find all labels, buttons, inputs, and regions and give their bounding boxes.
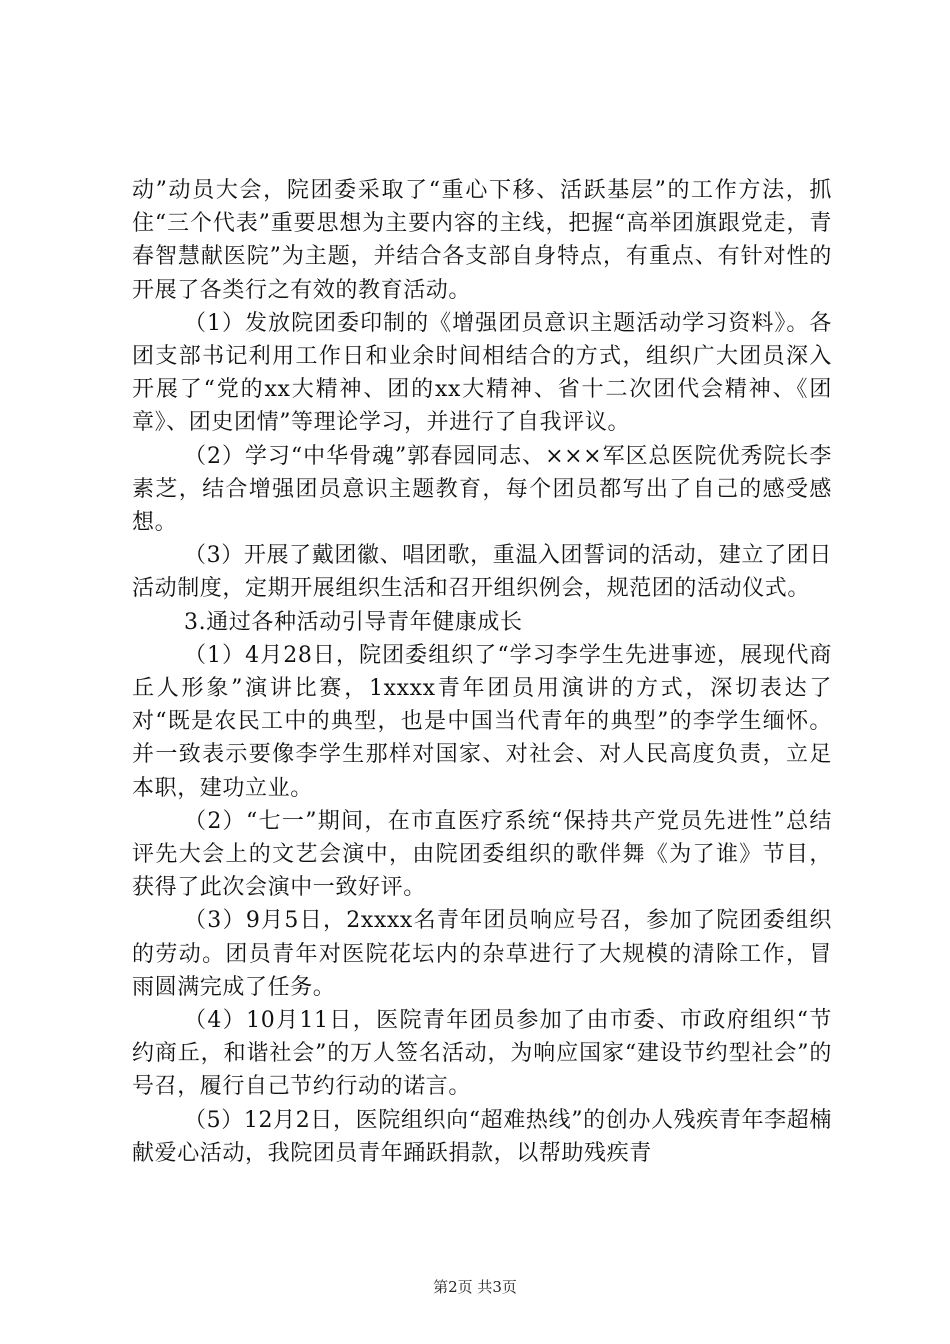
paragraph-item-3-2: （2）“七一”期间，在市直医疗系统“保持共产党员先进性”总结评先大会上的文艺会演中，由院团委组织的歌伴舞《为了谁》节目，获得了此次会演中一致好评。	[132, 808, 832, 901]
paragraph-item-1-2: （2）学习“中华骨魂”郭春园同志、×××军区总医院优秀院长李素芝，结合增强团员意识主题教育，每个团员都写出了自己的感受感想。	[132, 443, 832, 536]
paragraph-item-3-4: （4）10月11日，医院青年团员参加了由市委、市政府组织“节约商丘，和谐社会”的万人签名活动，为响应国家“建设节约型社会”的号召，履行自己节约行动的诺言。	[132, 1008, 832, 1100]
paragraph-item-1-3: （3）开展了戴团徽、唱团歌，重温入团誓词的活动，建立了团日活动制度，定期开展组织生活和召开组织例会，规范团的活动仪式。	[132, 543, 832, 602]
page-footer: 第2页 共3页	[433, 1278, 517, 1296]
paragraph-item-3-3: （3）9月5日，2xxxx名青年团员响应号召，参加了院团委组织的劳动。团员青年对医院花坛内的杂草进行了大规模的清除工作，冒雨圆满完成了任务。	[132, 908, 832, 1000]
document-body	[132, 174, 832, 1170]
paragraph-item-3-5: （5）12月2日，医院组织向“超难热线”的创办人残疾青年李超楠献爱心活动，我院团员青年踊跃捐款，以帮助残疾青	[132, 1107, 832, 1166]
section-heading-3: 3.通过各种活动引导青年健康成长	[184, 609, 523, 635]
paragraph-continuation: 动”动员大会，院团委采取了“重心下移、活跃基层”的工作方法，抓住“三个代表”重要思想为主要内容的主线，把握“高举团旗跟党走，青春智慧献医院”为主题，并结合各支部自身特点，有重点、有针对性的开展了各类行之有效的教育活动。	[132, 178, 832, 303]
paragraph-item-3-1: （1）4月28日，院团委组织了“学习李学生先进事迹，展现代商丘人形象”演讲比赛，1xxxx青年团员用演讲的方式，深切表达了对“既是农民工中的典型，也是中国当代青年的典型”的李学生缅怀。并一致表示要像李学生那样对国家、对社会、对人民高度负责，立足本职，建功立业。	[132, 642, 832, 801]
paragraph-item-1-1: （1）发放院团委印制的《增强团员意识主题活动学习资料》。各团支部书记利用工作日和业余时间相结合的方式，组织广大团员深入开展了“党的xx大精神、团的xx大精神、省十二次团代会精神、《团章》、团史团情”等理论学习，并进行了自我评议。	[132, 310, 832, 436]
